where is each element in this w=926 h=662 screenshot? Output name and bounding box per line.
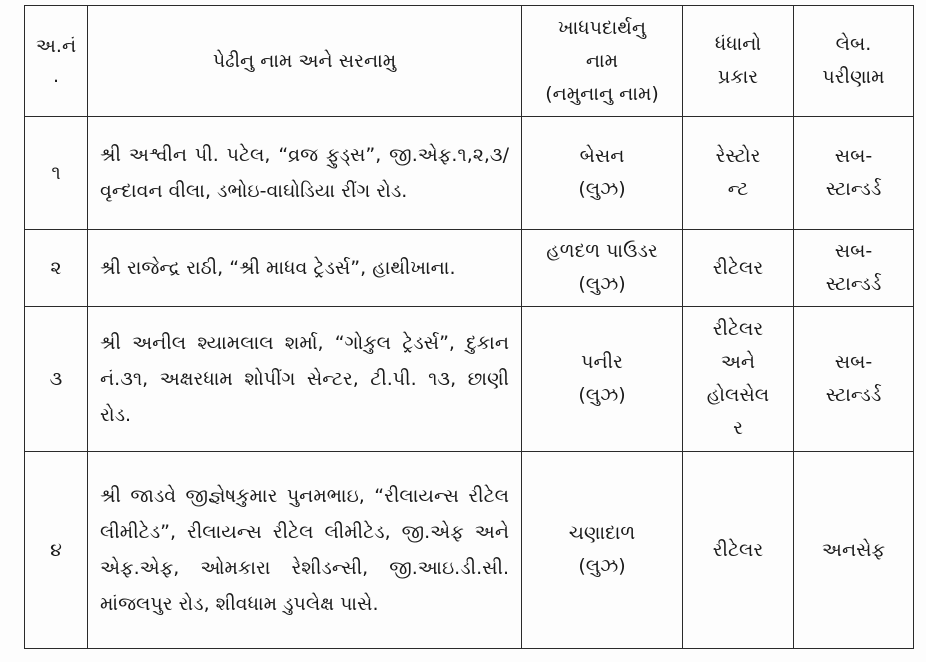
header-food-item: ખાધપદાર્થનુ નામ (નમુનાનુ નામ) bbox=[522, 6, 683, 117]
serial-cell: ૩ bbox=[25, 307, 88, 452]
firm-cell bbox=[88, 230, 522, 307]
lab-result-cell: અનસેફ bbox=[794, 452, 914, 649]
table-row bbox=[25, 307, 914, 452]
lab-result-cell: સબ- સ્ટાન્ડર્ડ bbox=[794, 117, 914, 230]
firm-name-address: શ્રી જાડવે જીજ્ઞેષકુમાર પુનમભાઇ, “રીલાયન્સ રીટેલ લીમીટેડ”, રીલાયન્સ રીટેલ લીમીટેડ, જી.એફ અને એફ.એફ, ઓમકારા રેશીડન્સી, જી.આઇ.ડી.સી. માંજલપુર રોડ, શીવધામ ડુપલેક્ષ પાસે. bbox=[100, 485, 509, 615]
table-row bbox=[25, 452, 914, 649]
food-cell: પનીર (લુઝ) bbox=[522, 307, 683, 452]
header-business-type: ધંધાનો પ્રકાર bbox=[683, 6, 794, 117]
business-type-cell: રીટેલર અને હોલસેલ ર bbox=[683, 307, 794, 452]
food-cell: હળદળ પાઉડર (લુઝ) bbox=[522, 230, 683, 307]
firm-cell bbox=[88, 307, 522, 452]
table-header-row bbox=[25, 6, 914, 117]
serial-cell: ૧ bbox=[25, 117, 88, 230]
firm-name-address: શ્રી અશ્વીન પી. પટેલ, “વ્રજ ફુડ્સ”, જી.એફ.૧,૨,૩/ વૃન્દાવન વીલા, ડભોઇ-વાઘોડિયા રીંગ રોડ. bbox=[100, 144, 509, 202]
table-row bbox=[25, 230, 914, 307]
firm-cell bbox=[88, 117, 522, 230]
business-type-cell: રીટેલર bbox=[683, 452, 794, 649]
firm-name-address: શ્રી અનીલ શ્યામલાલ શર્મા, “ગોકુલ ટ્રેડર્સ”, દુકાન નં.૩૧, અક્ષરધામ શોપીંગ સેન્ટર, ટી.પી. ૧૩, છાણી રોડ. bbox=[100, 332, 509, 426]
food-sample-results-table bbox=[24, 5, 914, 649]
food-cell: ચણાદાળ (લુઝ) bbox=[522, 452, 683, 649]
firm-cell bbox=[88, 452, 522, 649]
header-lab-result: લેબ. પરીણામ bbox=[794, 6, 914, 117]
header-serial-number: અ.નં . bbox=[25, 6, 88, 117]
business-type-cell: રીટેલર bbox=[683, 230, 794, 307]
lab-result-cell: સબ- સ્ટાન્ડર્ડ bbox=[794, 307, 914, 452]
serial-cell: ૨ bbox=[25, 230, 88, 307]
table-row bbox=[25, 117, 914, 230]
lab-result-cell: સબ- સ્ટાન્ડર્ડ bbox=[794, 230, 914, 307]
business-type-cell: રેસ્ટોર ન્ટ bbox=[683, 117, 794, 230]
serial-cell: ૪ bbox=[25, 452, 88, 649]
header-firm-name-address: પેઢીનુ નામ અને સરનામુ bbox=[88, 6, 522, 117]
firm-name-address: શ્રી રાજેન્દ્ર રાઠી, “શ્રી માધવ ટ્રેડર્સ”, હાથીખાના. bbox=[100, 257, 456, 279]
food-cell: બેસન (લુઝ) bbox=[522, 117, 683, 230]
